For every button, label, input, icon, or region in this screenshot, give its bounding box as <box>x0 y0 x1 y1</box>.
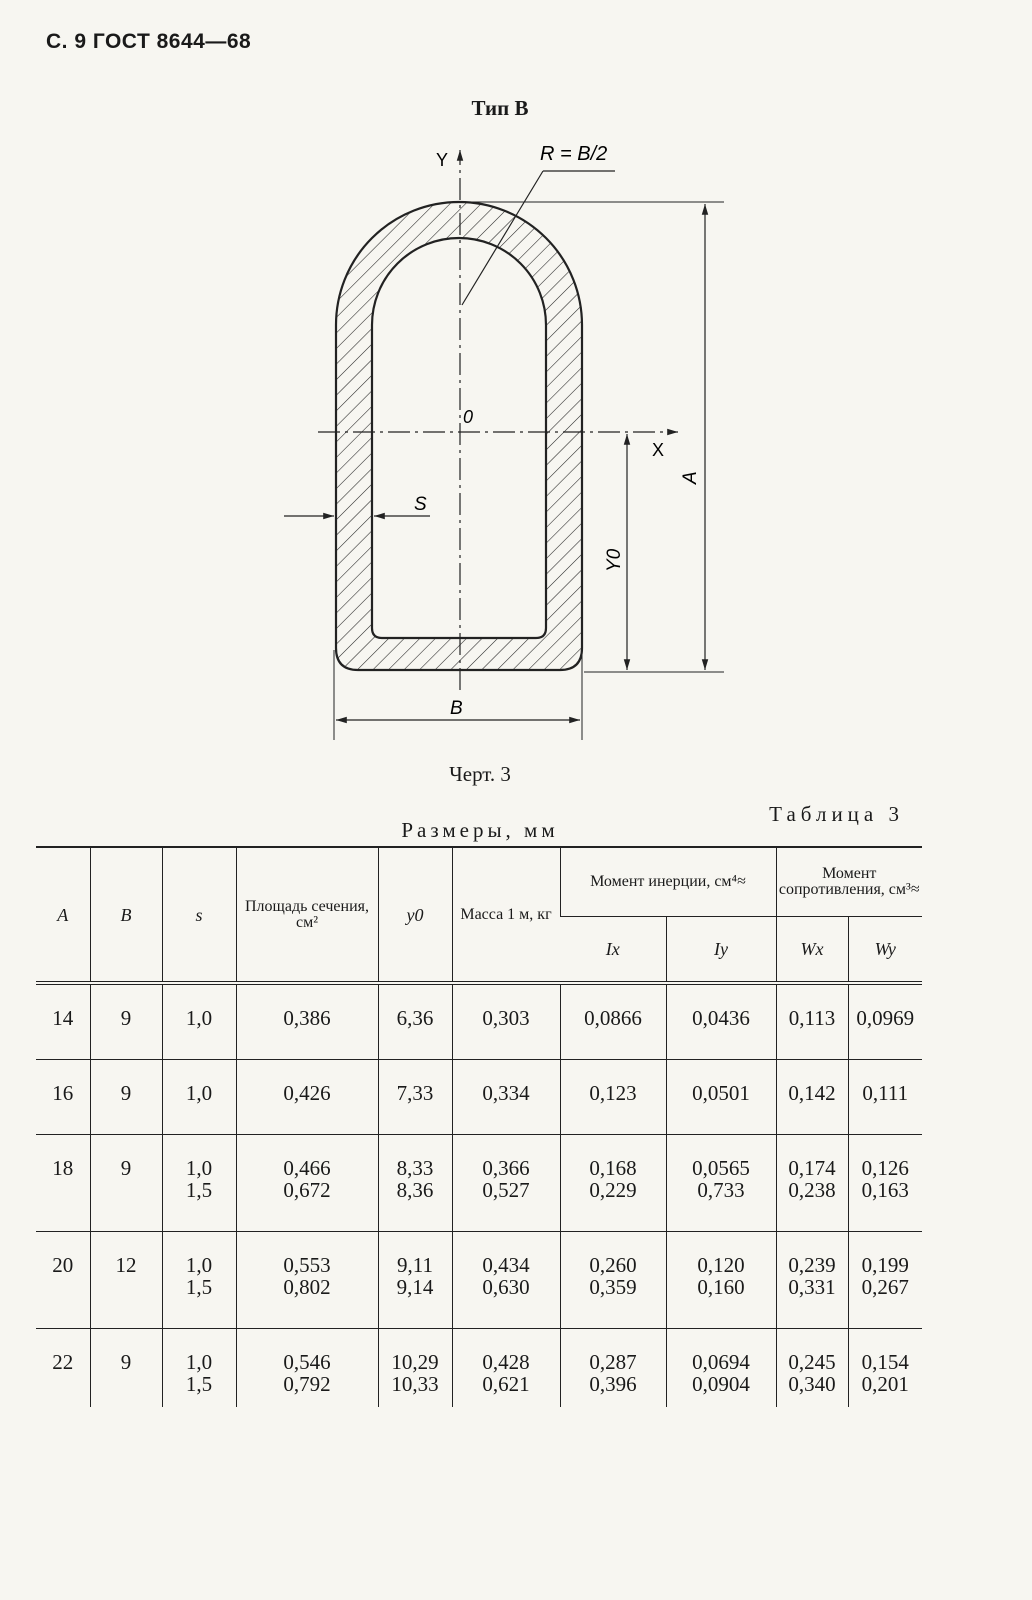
header-area: Площадь сечения, см² <box>236 847 378 983</box>
header-wx: Wx <box>776 917 848 984</box>
cell-value: 0,792 <box>283 1372 331 1396</box>
cell-area <box>236 1329 378 1408</box>
cell-value: 0,199 <box>861 1253 909 1277</box>
cell-value: 0,672 <box>283 1178 331 1202</box>
cell-value: 0,396 <box>589 1372 637 1396</box>
header-s: s <box>162 847 236 983</box>
cell-value: 1,0 <box>185 1350 213 1374</box>
cell-value: 0,120 <box>697 1253 745 1277</box>
cell-area <box>236 1135 378 1232</box>
cell-value: 0,466 <box>283 1156 331 1180</box>
cell-b: 12 <box>90 1232 162 1329</box>
header-a: A <box>36 847 90 983</box>
cell-b: 9 <box>90 983 162 1060</box>
cell-iy <box>666 1060 776 1135</box>
cell-value: 0,160 <box>697 1275 745 1299</box>
cell-value: 0,163 <box>861 1178 909 1202</box>
cell-wx <box>776 983 848 1060</box>
cell-iy <box>666 1135 776 1232</box>
cell-area <box>236 983 378 1060</box>
radius-label: R = B/2 <box>540 143 608 165</box>
cell-value: 1,0 <box>185 1081 213 1105</box>
cell-area <box>236 1060 378 1135</box>
cell-y0 <box>378 1329 452 1408</box>
cell-s <box>162 1329 236 1408</box>
cell-wx <box>776 1329 848 1408</box>
cell-value: 0,260 <box>589 1253 637 1277</box>
cell-iy <box>666 983 776 1060</box>
cell-a: 20 <box>36 1232 90 1329</box>
cell-value: 0,201 <box>861 1372 909 1396</box>
cell-s <box>162 1135 236 1232</box>
cell-value: 0,331 <box>788 1275 836 1299</box>
cell-y0 <box>378 1060 452 1135</box>
cell-value: 0,245 <box>788 1350 836 1374</box>
header-iy: Iy <box>666 917 776 984</box>
cell-iy <box>666 1329 776 1408</box>
cell-value: 0,340 <box>788 1372 836 1396</box>
cell-value: 1,5 <box>185 1275 213 1299</box>
cell-value: 1,5 <box>185 1372 213 1396</box>
table-units: Размеры, мм <box>401 818 559 842</box>
header-y0: y0 <box>378 847 452 983</box>
cell-value: 0,168 <box>589 1156 637 1180</box>
dimension-a-label: A <box>680 471 701 484</box>
cell-b: 9 <box>90 1329 162 1408</box>
cell-area <box>236 1232 378 1329</box>
cell-s <box>162 983 236 1060</box>
cell-wy <box>848 983 922 1060</box>
cell-a: 14 <box>36 983 90 1060</box>
cell-value: 0,123 <box>589 1081 637 1105</box>
cell-value: 8,36 <box>396 1178 434 1202</box>
cell-value: 0,0969 <box>856 1006 915 1030</box>
header-ix: Ix <box>560 917 666 984</box>
cell-y0 <box>378 1135 452 1232</box>
cell-mass <box>452 1135 560 1232</box>
cell-value: 0,0904 <box>692 1372 750 1396</box>
table-row <box>36 1135 922 1232</box>
page-header: С. 9 ГОСТ 8644—68 <box>46 30 252 53</box>
cell-value: 1,5 <box>185 1178 213 1202</box>
dimension-b-label: B <box>450 698 463 719</box>
cell-wy <box>848 1060 922 1135</box>
cell-value: 9,14 <box>396 1275 434 1299</box>
cell-value: 0,239 <box>788 1253 836 1277</box>
cell-mass <box>452 983 560 1060</box>
cell-value: 0,553 <box>283 1253 331 1277</box>
figure-caption: Черт. 3 <box>449 762 511 786</box>
cell-s <box>162 1060 236 1135</box>
cell-value: 0,267 <box>861 1275 909 1299</box>
header-resistance: Момент сопротивления, см³≈ <box>776 847 922 917</box>
cell-value: 0,334 <box>482 1081 530 1105</box>
cell-b: 9 <box>90 1060 162 1135</box>
cell-mass <box>452 1232 560 1329</box>
cell-y0 <box>378 1232 452 1329</box>
type-title: Тип В <box>471 96 529 120</box>
cell-value: 0,630 <box>482 1275 530 1299</box>
profile-drawing <box>0 0 1032 760</box>
cell-value: 0,426 <box>283 1081 331 1105</box>
table-row <box>36 983 922 1060</box>
cell-value: 9,11 <box>397 1253 433 1277</box>
cell-ix <box>560 1060 666 1135</box>
x-axis-label: X <box>652 440 665 460</box>
header-b: B <box>90 847 162 983</box>
table-body <box>36 983 922 1407</box>
cell-wy <box>848 1329 922 1408</box>
origin-label: 0 <box>463 407 474 427</box>
cell-ix <box>560 1232 666 1329</box>
cell-a: 18 <box>36 1135 90 1232</box>
cell-value: 0,434 <box>482 1253 530 1277</box>
cell-s <box>162 1232 236 1329</box>
cell-value: 0,142 <box>788 1081 836 1105</box>
cell-mass <box>452 1329 560 1408</box>
cell-value: 0,229 <box>589 1178 637 1202</box>
cell-wy <box>848 1135 922 1232</box>
cell-value: 0,386 <box>283 1006 331 1030</box>
cell-value: 8,33 <box>396 1156 434 1180</box>
cell-mass <box>452 1060 560 1135</box>
dimension-y0-label: Y0 <box>604 548 625 572</box>
table-number: Таблица 3 <box>769 802 904 826</box>
profile-wall <box>336 202 582 670</box>
cell-value: 0,303 <box>482 1006 530 1030</box>
cell-value: 0,0694 <box>692 1350 750 1374</box>
cell-wx <box>776 1135 848 1232</box>
cell-ix <box>560 1329 666 1408</box>
dimensions-table <box>36 846 922 1407</box>
cell-value: 0,733 <box>697 1178 745 1202</box>
cell-ix <box>560 1135 666 1232</box>
cell-value: 0,802 <box>283 1275 331 1299</box>
cell-wy <box>848 1232 922 1329</box>
cell-value: 0,0866 <box>584 1006 642 1030</box>
cell-value: 1,0 <box>185 1006 213 1030</box>
cell-value: 10,33 <box>391 1372 439 1396</box>
cell-value: 6,36 <box>396 1006 434 1030</box>
cell-value: 0,113 <box>788 1006 836 1030</box>
cell-value: 0,287 <box>589 1350 637 1374</box>
cell-b: 9 <box>90 1135 162 1232</box>
cell-value: 0,126 <box>861 1156 909 1180</box>
cell-value: 10,29 <box>391 1350 439 1374</box>
cell-wx <box>776 1060 848 1135</box>
table-row <box>36 1232 922 1329</box>
table-row <box>36 1060 922 1135</box>
cell-value: 0,359 <box>589 1275 637 1299</box>
header-wy: Wy <box>848 917 922 984</box>
cell-value: 0,0436 <box>692 1006 750 1030</box>
cell-value: 1,0 <box>185 1253 213 1277</box>
cell-y0 <box>378 983 452 1060</box>
dimension-s-label: S <box>414 494 427 515</box>
cell-value: 0,0501 <box>692 1081 750 1105</box>
cell-value: 0,0565 <box>692 1156 750 1180</box>
cell-value: 0,111 <box>862 1081 909 1105</box>
cell-value: 1,0 <box>185 1156 213 1180</box>
cell-value: 0,428 <box>482 1350 530 1374</box>
cell-value: 0,546 <box>283 1350 331 1374</box>
table-row <box>36 1329 922 1408</box>
y-axis-label: Y <box>436 150 449 170</box>
cell-value: 0,527 <box>482 1178 530 1202</box>
cell-ix <box>560 983 666 1060</box>
cell-value: 0,154 <box>861 1350 909 1374</box>
header-inertia: Момент инерции, см⁴≈ <box>560 847 776 917</box>
cell-a: 22 <box>52 1350 74 1374</box>
cell-a: 16 <box>36 1060 90 1135</box>
cell-value: 7,33 <box>396 1081 434 1105</box>
header-mass: Масса 1 м, кг <box>452 847 560 983</box>
cell-value: 0,174 <box>788 1156 836 1180</box>
cell-value: 0,366 <box>482 1156 530 1180</box>
cell-value: 0,621 <box>482 1372 530 1396</box>
cell-value: 0,238 <box>788 1178 836 1202</box>
cell-iy <box>666 1232 776 1329</box>
cell-wx <box>776 1232 848 1329</box>
